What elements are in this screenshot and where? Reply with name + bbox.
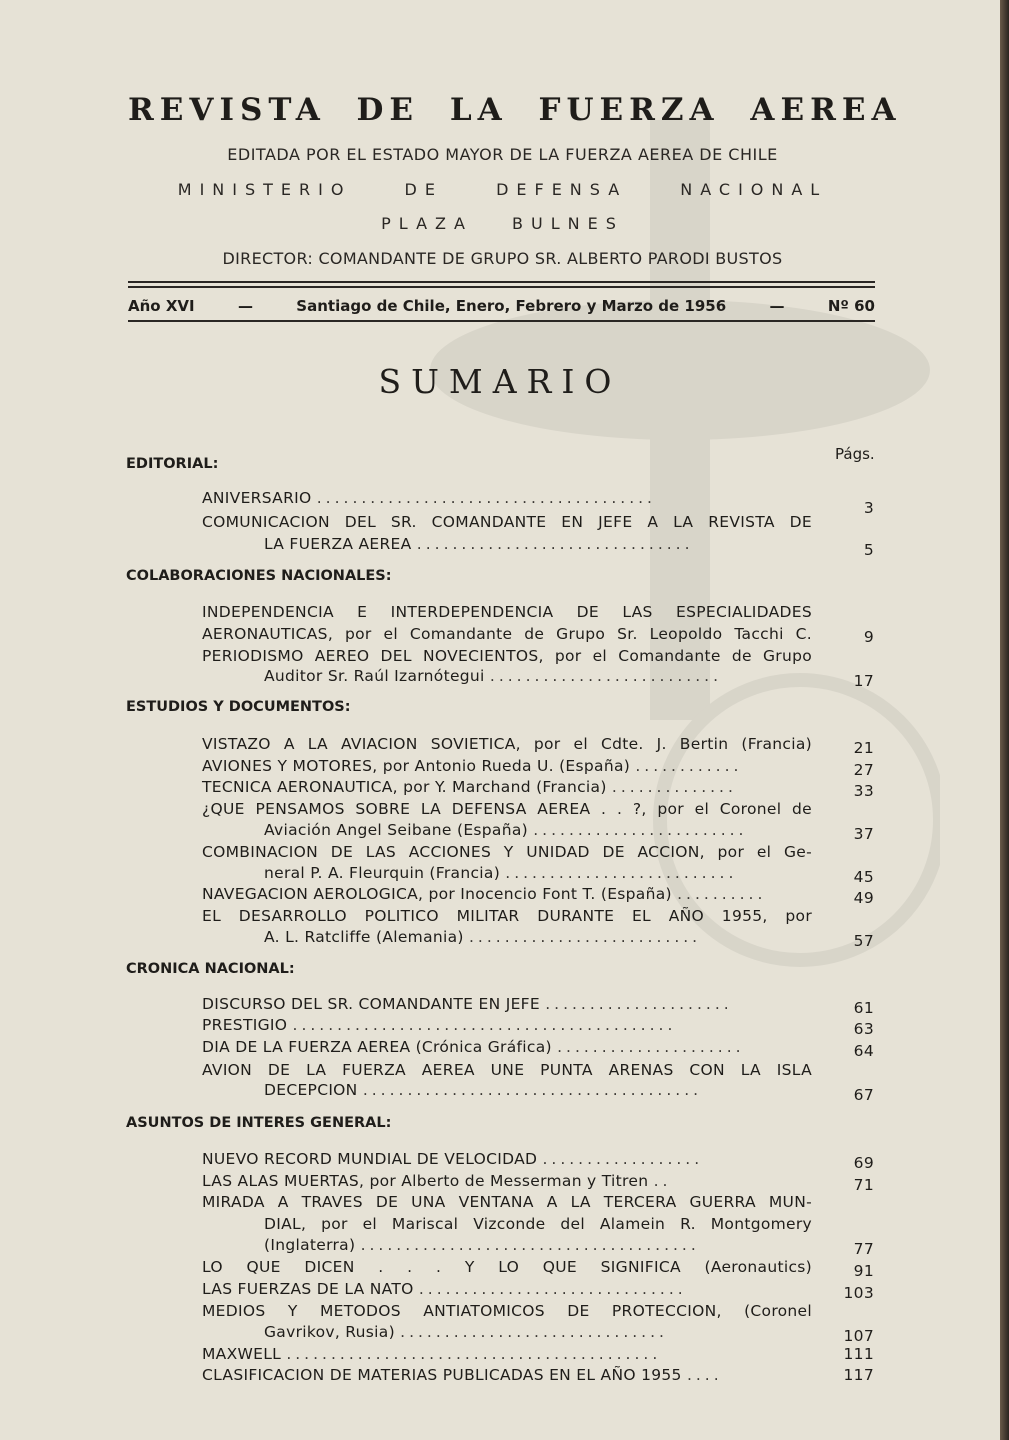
toc-entry-title-cont: DECEPCION ...................................... bbox=[264, 1081, 703, 1099]
toc-entry-page: 21 bbox=[853, 739, 874, 757]
issue-line bbox=[128, 297, 875, 315]
toc-entry-page: 61 bbox=[853, 999, 874, 1017]
toc-entry[interactable] bbox=[202, 603, 874, 647]
toc-entry[interactable] bbox=[202, 800, 874, 844]
toc-entry-page: 9 bbox=[863, 628, 874, 646]
toc-entry[interactable] bbox=[202, 1016, 874, 1038]
toc-entry-title: VISTAZO A LA AVIACION SOVIETICA, por el Cdte. J. Bertin (Francia) bbox=[202, 735, 812, 753]
ministry-line: MINISTERIO DE DEFENSA NACIONAL bbox=[177, 180, 828, 199]
toc-entry[interactable] bbox=[202, 1038, 874, 1060]
toc-entry-title: MEDIOS Y METODOS ANTIATOMICOS DE PROTECCION, (Coronel bbox=[202, 1302, 812, 1320]
toc-entry-title: CLASIFICACION DE MATERIAS PUBLICADAS EN EL AÑO 1955 .... bbox=[202, 1366, 723, 1384]
toc-entry-page: 117 bbox=[843, 1366, 874, 1384]
toc-entry-title: COMBINACION DE LAS ACCIONES Y UNIDAD DE ACCION, por el Ge- bbox=[202, 843, 812, 861]
toc-entry[interactable] bbox=[202, 1302, 874, 1346]
toc-entry-title: TECNICA AERONAUTICA, por Y. Marchand (Francia) .............. bbox=[202, 778, 737, 796]
binding-edge bbox=[1000, 0, 1009, 1440]
issue-year: Año XVI bbox=[128, 297, 195, 315]
toc-entry-title: NAVEGACION AEROLOGICA, por Inocencio Font T. (España) .......... bbox=[202, 885, 767, 903]
issue-number: Nº 60 bbox=[827, 297, 875, 315]
toc-entry[interactable] bbox=[202, 1061, 874, 1107]
show-through-aircraft-image bbox=[420, 40, 940, 1140]
toc-entry-title: ANIVERSARIO ...................................... bbox=[202, 489, 656, 507]
toc-entry-page: 57 bbox=[853, 932, 874, 950]
toc-entry-title: MAXWELL .......................................... bbox=[202, 1345, 662, 1363]
toc-entry-page: 33 bbox=[853, 782, 874, 800]
toc-entry-page: 49 bbox=[853, 889, 874, 907]
section-heading: ASUNTOS DE INTERES GENERAL: bbox=[126, 1115, 392, 1131]
toc-entry-title: DISCURSO DEL SR. COMANDANTE EN JEFE ..................... bbox=[202, 995, 733, 1013]
issue-dash: — bbox=[769, 297, 785, 315]
section-heading: EDITORIAL: bbox=[126, 456, 219, 472]
address-line: PLAZA BULNES bbox=[381, 214, 624, 233]
toc-entry-page: 67 bbox=[853, 1086, 874, 1104]
top-rule-double bbox=[128, 286, 875, 288]
toc-entry-page: 103 bbox=[843, 1284, 874, 1302]
toc-entry[interactable] bbox=[202, 995, 874, 1017]
toc-entry-title: AVION DE LA FUERZA AEREA UNE PUNTA ARENAS CON LA ISLA bbox=[202, 1061, 812, 1079]
toc-entry[interactable] bbox=[202, 1280, 874, 1302]
toc-entry-title-cont: (Inglaterra) ...................................... bbox=[264, 1236, 700, 1254]
toc-entry[interactable] bbox=[202, 843, 874, 885]
toc-entry-page: 91 bbox=[853, 1262, 874, 1280]
toc-entry-title-cont: DIAL, por el Mariscal Vizconde del Alamein R. Montgomery bbox=[264, 1215, 812, 1233]
toc-entry-page: 37 bbox=[853, 825, 874, 843]
toc-entry-title: PRESTIGIO ........................................... bbox=[202, 1016, 677, 1034]
toc-entry-title: LO QUE DICEN . . . Y LO QUE SIGNIFICA (Aeronautics) bbox=[202, 1258, 812, 1276]
toc-entry-title-cont: LA FUERZA AEREA ............................... bbox=[264, 535, 694, 553]
toc-entry[interactable] bbox=[202, 907, 874, 953]
issue-dash: — bbox=[237, 297, 253, 315]
toc-entry[interactable] bbox=[202, 1150, 874, 1172]
toc-entry-title-cont: AERONAUTICAS, por el Comandante de Grupo Sr. Leopoldo Tacchi C. bbox=[202, 625, 812, 643]
section-heading: CRONICA NACIONAL: bbox=[126, 961, 295, 977]
section-heading: ESTUDIOS Y DOCUMENTOS: bbox=[126, 699, 351, 715]
toc-entry-title-cont: A. L. Ratcliffe (Alemania) .......................... bbox=[264, 928, 702, 946]
toc-entry-title: AVIONES Y MOTORES, por Antonio Rueda U. (España) ............ bbox=[202, 757, 743, 775]
top-rule bbox=[128, 281, 875, 283]
section-heading: COLABORACIONES NACIONALES: bbox=[126, 568, 392, 584]
toc-entry-page: 45 bbox=[853, 868, 874, 886]
toc-entry-page: 5 bbox=[863, 541, 874, 559]
toc-entry-title: ¿QUE PENSAMOS SOBRE LA DEFENSA AEREA . . ?, por el Coronel de bbox=[202, 800, 812, 818]
toc-entry-title: COMUNICACION DEL SR. COMANDANTE EN JEFE A LA REVISTA DE bbox=[202, 513, 812, 531]
toc-entry-title: LAS FUERZAS DE LA NATO .............................. bbox=[202, 1280, 687, 1298]
toc-entry[interactable] bbox=[202, 647, 874, 693]
toc-entry-page: 17 bbox=[853, 672, 874, 690]
toc-entry-title: DIA DE LA FUERZA AEREA (Crónica Gráfica) ..................... bbox=[202, 1038, 745, 1056]
toc-entry[interactable] bbox=[202, 885, 874, 907]
toc-entry-page: 64 bbox=[853, 1042, 874, 1060]
toc-entry[interactable] bbox=[202, 1193, 874, 1259]
toc-entry[interactable] bbox=[202, 489, 874, 517]
toc-entry[interactable] bbox=[202, 1345, 874, 1367]
toc-entry-title-cont: Gavrikov, Rusia) .............................. bbox=[264, 1323, 668, 1341]
toc-entry-page: 63 bbox=[853, 1020, 874, 1038]
magazine-title: REVISTA DE LA FUERZA AEREA bbox=[128, 92, 902, 128]
toc-entry-title: EL DESARROLLO POLITICO MILITAR DURANTE EL AÑO 1955, por bbox=[202, 907, 812, 925]
toc-entry[interactable] bbox=[202, 735, 874, 757]
toc-entry-page: 69 bbox=[853, 1154, 874, 1172]
toc-entry-page: 111 bbox=[843, 1345, 874, 1363]
toc-entry[interactable] bbox=[202, 757, 874, 779]
toc-entry-title: MIRADA A TRAVES DE UNA VENTANA A LA TERCERA GUERRA MUN- bbox=[202, 1193, 812, 1211]
toc-entry-title: LAS ALAS MUERTAS, por Alberto de Messerman y Titren .. bbox=[202, 1172, 672, 1190]
toc-entry[interactable] bbox=[202, 778, 874, 800]
director-line: DIRECTOR: COMANDANTE DE GRUPO SR. ALBERTO PARODI BUSTOS bbox=[222, 249, 783, 268]
toc-entry[interactable] bbox=[202, 1258, 874, 1280]
issue-place-date: Santiago de Chile, Enero, Febrero y Marzo de 1956 bbox=[296, 297, 727, 315]
publisher-line: EDITADA POR EL ESTADO MAYOR DE LA FUERZA AEREA DE CHILE bbox=[227, 145, 778, 164]
toc-entry[interactable] bbox=[202, 1172, 874, 1194]
toc-entry-title: PERIODISMO AEREO DEL NOVECIENTOS, por el Comandante de Grupo bbox=[202, 647, 812, 665]
toc-entry-title: INDEPENDENCIA E INTERDEPENDENCIA DE LAS ESPECIALIDADES bbox=[202, 603, 812, 621]
toc-entry[interactable] bbox=[202, 1366, 874, 1388]
bottom-rule bbox=[128, 320, 875, 322]
toc-entry-page: 107 bbox=[843, 1327, 874, 1345]
toc-entry[interactable] bbox=[202, 513, 874, 561]
toc-entry-title-cont: Aviación Angel Seibane (España) ........................ bbox=[264, 821, 748, 839]
toc-entry-page: 71 bbox=[853, 1176, 874, 1194]
toc-entry-title-cont: Auditor Sr. Raúl Izarnótegui .......................... bbox=[264, 667, 722, 685]
summary-title: SUMARIO bbox=[378, 362, 622, 401]
toc-entry-title-cont: neral P. A. Fleurquin (Francia) .......................... bbox=[264, 864, 738, 882]
toc-entry-title: NUEVO RECORD MUNDIAL DE VELOCIDAD .................. bbox=[202, 1150, 704, 1168]
toc-entry-page: 27 bbox=[853, 761, 874, 779]
toc-entry-page: 77 bbox=[853, 1240, 874, 1258]
pages-column-label: Págs. bbox=[835, 445, 875, 463]
toc-entry-page: 3 bbox=[863, 499, 874, 517]
